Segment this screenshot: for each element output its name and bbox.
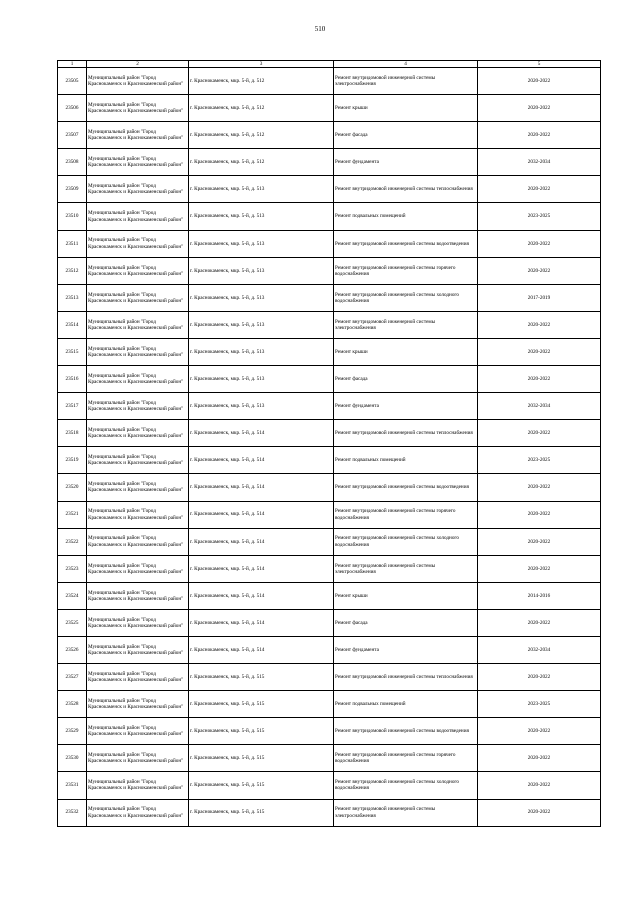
row-number-cell: 23521: [58, 501, 87, 528]
period-cell: 2020-2022: [478, 230, 601, 257]
address-cell: г. Краснокаменск, мкр. 5-й, д. 515: [189, 691, 334, 718]
table-row: [58, 501, 601, 528]
municipality-cell: Муниципальный район "Город Краснокаменск и Краснокаменский район": [87, 609, 189, 636]
municipality-cell: Муниципальный район "Город Краснокаменск и Краснокаменский район": [87, 636, 189, 663]
work-type-cell: Ремонт фундамента: [334, 149, 478, 176]
column-number-row: [58, 61, 601, 68]
address-cell: г. Краснокаменск, мкр. 5-й, д. 513: [189, 393, 334, 420]
work-type-cell: Ремонт внутридомовой инженерной системы горячего водоснабжения: [334, 501, 478, 528]
column-header: 5: [478, 61, 601, 68]
row-number-cell: 23510: [58, 203, 87, 230]
period-cell: 2020-2022: [478, 718, 601, 745]
work-type-cell: Ремонт внутридомовой инженерной системы теплоснабжения: [334, 664, 478, 691]
work-type-cell: Ремонт внутридомовой инженерной системы горячего водоснабжения: [334, 257, 478, 284]
period-cell: 2020-2022: [478, 68, 601, 95]
work-type-cell: Ремонт крыши: [334, 582, 478, 609]
table-row: [58, 311, 601, 338]
period-cell: 2020-2022: [478, 609, 601, 636]
table-row: [58, 447, 601, 474]
address-cell: г. Краснокаменск, мкр. 5-й, д. 515: [189, 664, 334, 691]
row-number-cell: 23506: [58, 95, 87, 122]
municipality-cell: Муниципальный район "Город Краснокаменск и Краснокаменский район": [87, 338, 189, 365]
table-row: [58, 284, 601, 311]
table-row: [58, 718, 601, 745]
row-number-cell: 23517: [58, 393, 87, 420]
work-type-cell: Ремонт фасада: [334, 609, 478, 636]
work-type-cell: Ремонт внутридомовой инженерной системы электроснабжения: [334, 799, 478, 826]
municipality-cell: Муниципальный район "Город Краснокаменск и Краснокаменский район": [87, 474, 189, 501]
municipality-cell: Муниципальный район "Город Краснокаменск и Краснокаменский район": [87, 799, 189, 826]
row-number-cell: 23528: [58, 691, 87, 718]
table-row: [58, 149, 601, 176]
work-type-cell: Ремонт внутридомовой инженерной системы электроснабжения: [334, 555, 478, 582]
row-number-cell: 23522: [58, 528, 87, 555]
work-type-cell: Ремонт подвальных помещений: [334, 447, 478, 474]
column-header: 1: [58, 61, 87, 68]
row-number-cell: 23530: [58, 745, 87, 772]
municipality-cell: Муниципальный район "Город Краснокаменск и Краснокаменский район": [87, 176, 189, 203]
row-number-cell: 23526: [58, 636, 87, 663]
table-row: [58, 366, 601, 393]
municipality-cell: Муниципальный район "Город Краснокаменск и Краснокаменский район": [87, 528, 189, 555]
period-cell: 2032-2034: [478, 149, 601, 176]
period-cell: 2020-2022: [478, 95, 601, 122]
work-type-cell: Ремонт крыши: [334, 95, 478, 122]
table-row: [58, 420, 601, 447]
row-number-cell: 23519: [58, 447, 87, 474]
period-cell: 2020-2022: [478, 799, 601, 826]
address-cell: г. Краснокаменск, мкр. 5-й, д. 515: [189, 718, 334, 745]
municipality-cell: Муниципальный район "Город Краснокаменск и Краснокаменский район": [87, 95, 189, 122]
period-cell: 2020-2022: [478, 176, 601, 203]
work-type-cell: Ремонт внутридомовой инженерной системы холодного водоснабжения: [334, 284, 478, 311]
municipality-cell: Муниципальный район "Город Краснокаменск и Краснокаменский район": [87, 691, 189, 718]
municipality-cell: Муниципальный район "Город Краснокаменск и Краснокаменский район": [87, 718, 189, 745]
column-header: 4: [334, 61, 478, 68]
row-number-cell: 23532: [58, 799, 87, 826]
table-row: [58, 68, 601, 95]
municipality-cell: Муниципальный район "Город Краснокаменск и Краснокаменский район": [87, 149, 189, 176]
municipality-cell: Муниципальный район "Город Краснокаменск и Краснокаменский район": [87, 366, 189, 393]
table-body: [58, 68, 601, 827]
address-cell: г. Краснокаменск, мкр. 5-й, д. 514: [189, 474, 334, 501]
municipality-cell: Муниципальный район "Город Краснокаменск и Краснокаменский район": [87, 68, 189, 95]
row-number-cell: 23529: [58, 718, 87, 745]
row-number-cell: 23507: [58, 122, 87, 149]
row-number-cell: 23514: [58, 311, 87, 338]
table-row: [58, 528, 601, 555]
municipality-cell: Муниципальный район "Город Краснокаменск и Краснокаменский район": [87, 664, 189, 691]
municipality-cell: Муниципальный район "Город Краснокаменск и Краснокаменский район": [87, 311, 189, 338]
period-cell: 2017-2019: [478, 284, 601, 311]
row-number-cell: 23520: [58, 474, 87, 501]
address-cell: г. Краснокаменск, мкр. 5-й, д. 513: [189, 230, 334, 257]
work-type-cell: Ремонт внутридомовой инженерной системы теплоснабжения: [334, 420, 478, 447]
work-type-cell: Ремонт внутридомовой инженерной системы электроснабжения: [334, 311, 478, 338]
row-number-cell: 23511: [58, 230, 87, 257]
row-number-cell: 23527: [58, 664, 87, 691]
period-cell: 2023-2025: [478, 203, 601, 230]
work-type-cell: Ремонт внутридомовой инженерной системы водоотведения: [334, 230, 478, 257]
table-row: [58, 691, 601, 718]
work-type-cell: Ремонт фундамента: [334, 636, 478, 663]
work-type-cell: Ремонт внутридомовой инженерной системы теплоснабжения: [334, 176, 478, 203]
period-cell: 2020-2022: [478, 745, 601, 772]
row-number-cell: 23512: [58, 257, 87, 284]
period-cell: 2032-2034: [478, 636, 601, 663]
row-number-cell: 23524: [58, 582, 87, 609]
work-type-cell: Ремонт внутридомовой инженерной системы водоотведения: [334, 474, 478, 501]
row-number-cell: 23505: [58, 68, 87, 95]
municipality-cell: Муниципальный район "Город Краснокаменск и Краснокаменский район": [87, 447, 189, 474]
municipality-cell: Муниципальный район "Город Краснокаменск и Краснокаменский район": [87, 582, 189, 609]
row-number-cell: 23523: [58, 555, 87, 582]
address-cell: г. Краснокаменск, мкр. 5-й, д. 512: [189, 68, 334, 95]
period-cell: 2023-2025: [478, 691, 601, 718]
work-type-cell: Ремонт внутридомовой инженерной системы горячего водоснабжения: [334, 745, 478, 772]
table-row: [58, 772, 601, 799]
period-cell: 2020-2022: [478, 664, 601, 691]
work-type-cell: Ремонт внутридомовой инженерной системы водоотведения: [334, 718, 478, 745]
column-header: 2: [87, 61, 189, 68]
table-row: [58, 664, 601, 691]
table-row: [58, 122, 601, 149]
address-cell: г. Краснокаменск, мкр. 5-й, д. 513: [189, 311, 334, 338]
table-row: [58, 338, 601, 365]
period-cell: 2020-2022: [478, 420, 601, 447]
period-cell: 2020-2022: [478, 528, 601, 555]
municipality-cell: Муниципальный район "Город Краснокаменск и Краснокаменский район": [87, 203, 189, 230]
address-cell: г. Краснокаменск, мкр. 5-й, д. 514: [189, 636, 334, 663]
address-cell: г. Краснокаменск, мкр. 5-й, д. 512: [189, 149, 334, 176]
address-cell: г. Краснокаменск, мкр. 5-й, д. 513: [189, 366, 334, 393]
period-cell: 2020-2022: [478, 772, 601, 799]
capital-repair-table: [57, 60, 601, 827]
row-number-cell: 23518: [58, 420, 87, 447]
address-cell: г. Краснокаменск, мкр. 5-й, д. 514: [189, 555, 334, 582]
table-row: [58, 636, 601, 663]
address-cell: г. Краснокаменск, мкр. 5-й, д. 514: [189, 528, 334, 555]
table-row: [58, 257, 601, 284]
period-cell: 2020-2022: [478, 257, 601, 284]
work-type-cell: Ремонт внутридомовой инженерной системы электроснабжения: [334, 68, 478, 95]
address-cell: г. Краснокаменск, мкр. 5-й, д. 513: [189, 176, 334, 203]
work-type-cell: Ремонт крыши: [334, 338, 478, 365]
table-row: [58, 230, 601, 257]
period-cell: 2020-2022: [478, 366, 601, 393]
address-cell: г. Краснокаменск, мкр. 5-й, д. 515: [189, 745, 334, 772]
period-cell: 2014-2016: [478, 582, 601, 609]
address-cell: г. Краснокаменск, мкр. 5-й, д. 514: [189, 582, 334, 609]
period-cell: 2020-2022: [478, 474, 601, 501]
work-type-cell: Ремонт внутридомовой инженерной системы холодного водоснабжения: [334, 772, 478, 799]
table-row: [58, 799, 601, 826]
address-cell: г. Краснокаменск, мкр. 5-й, д. 512: [189, 122, 334, 149]
table-row: [58, 176, 601, 203]
table-row: [58, 609, 601, 636]
row-number-cell: 23516: [58, 366, 87, 393]
address-cell: г. Краснокаменск, мкр. 5-й, д. 515: [189, 772, 334, 799]
municipality-cell: Муниципальный район "Город Краснокаменск и Краснокаменский район": [87, 284, 189, 311]
period-cell: 2020-2022: [478, 555, 601, 582]
table-row: [58, 582, 601, 609]
address-cell: г. Краснокаменск, мкр. 5-й, д. 514: [189, 609, 334, 636]
row-number-cell: 23513: [58, 284, 87, 311]
municipality-cell: Муниципальный район "Город Краснокаменск и Краснокаменский район": [87, 122, 189, 149]
work-type-cell: Ремонт фасада: [334, 366, 478, 393]
work-type-cell: Ремонт фасада: [334, 122, 478, 149]
municipality-cell: Муниципальный район "Город Краснокаменск и Краснокаменский район": [87, 772, 189, 799]
address-cell: г. Краснокаменск, мкр. 5-й, д. 514: [189, 447, 334, 474]
address-cell: г. Краснокаменск, мкр. 5-й, д. 513: [189, 284, 334, 311]
municipality-cell: Муниципальный район "Город Краснокаменск и Краснокаменский район": [87, 745, 189, 772]
row-number-cell: 23531: [58, 772, 87, 799]
table-row: [58, 474, 601, 501]
municipality-cell: Муниципальный район "Город Краснокаменск и Краснокаменский район": [87, 555, 189, 582]
period-cell: 2023-2025: [478, 447, 601, 474]
address-cell: г. Краснокаменск, мкр. 5-й, д. 514: [189, 420, 334, 447]
table-row: [58, 555, 601, 582]
column-header: 3: [189, 61, 334, 68]
period-cell: 2020-2022: [478, 311, 601, 338]
row-number-cell: 23509: [58, 176, 87, 203]
address-cell: г. Краснокаменск, мкр. 5-й, д. 513: [189, 257, 334, 284]
municipality-cell: Муниципальный район "Город Краснокаменск и Краснокаменский район": [87, 230, 189, 257]
table-row: [58, 745, 601, 772]
table-row: [58, 95, 601, 122]
table-row: [58, 203, 601, 230]
work-type-cell: Ремонт внутридомовой инженерной системы холодного водоснабжения: [334, 528, 478, 555]
address-cell: г. Краснокаменск, мкр. 5-й, д. 512: [189, 95, 334, 122]
address-cell: г. Краснокаменск, мкр. 5-й, д. 513: [189, 338, 334, 365]
work-type-cell: Ремонт фундамента: [334, 393, 478, 420]
work-type-cell: Ремонт подвальных помещений: [334, 691, 478, 718]
period-cell: 2032-2034: [478, 393, 601, 420]
municipality-cell: Муниципальный район "Город Краснокаменск и Краснокаменский район": [87, 501, 189, 528]
work-type-cell: Ремонт подвальных помещений: [334, 203, 478, 230]
address-cell: г. Краснокаменск, мкр. 5-й, д. 513: [189, 203, 334, 230]
row-number-cell: 23515: [58, 338, 87, 365]
row-number-cell: 23508: [58, 149, 87, 176]
address-cell: г. Краснокаменск, мкр. 5-й, д. 514: [189, 501, 334, 528]
page-number: 510: [314, 25, 326, 33]
period-cell: 2020-2022: [478, 501, 601, 528]
address-cell: г. Краснокаменск, мкр. 5-й, д. 515: [189, 799, 334, 826]
row-number-cell: 23525: [58, 609, 87, 636]
period-cell: 2020-2022: [478, 122, 601, 149]
municipality-cell: Муниципальный район "Город Краснокаменск и Краснокаменский район": [87, 420, 189, 447]
period-cell: 2020-2022: [478, 338, 601, 365]
table-row: [58, 393, 601, 420]
municipality-cell: Муниципальный район "Город Краснокаменск и Краснокаменский район": [87, 393, 189, 420]
municipality-cell: Муниципальный район "Город Краснокаменск и Краснокаменский район": [87, 257, 189, 284]
